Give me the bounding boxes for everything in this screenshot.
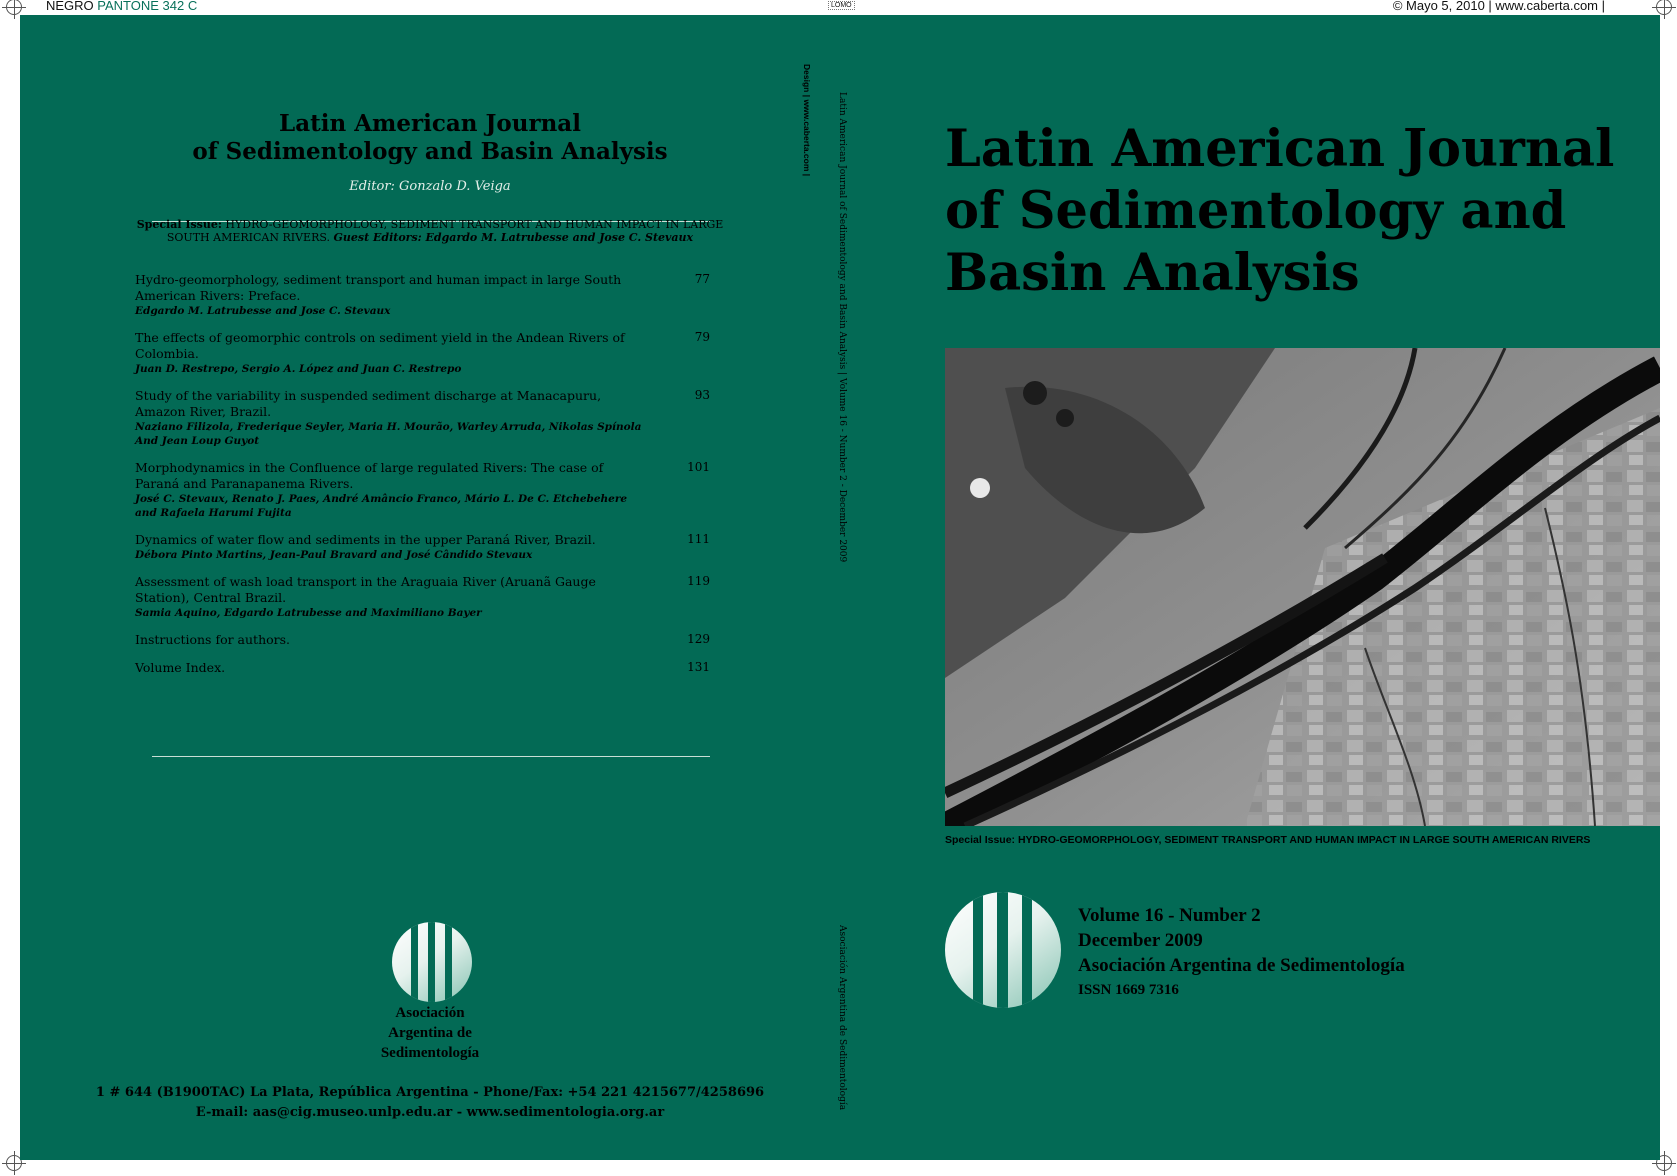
special-issue-label: Special Issue: — [945, 834, 1016, 846]
toc-entry — [135, 272, 710, 318]
logo-stripe — [445, 922, 452, 1002]
pantone-plate-label: PANTONE 342 C — [97, 0, 198, 13]
logo-stripe — [411, 922, 418, 1002]
article-authors: Naziano Filizola, Frederique Seyler, Maria H. Mourão, Warley Arruda, Nikolas Spínola And Jean Loup Guyot — [135, 421, 642, 447]
spine-design-credit: Design | www.caberta.com | — [802, 64, 812, 177]
toc-entry — [135, 574, 710, 620]
page-number: 111 — [687, 532, 710, 546]
page-number: 119 — [687, 574, 710, 588]
back-association-name — [320, 1003, 540, 1063]
toc-entry — [135, 330, 710, 376]
satellite-river-image — [945, 348, 1660, 826]
page-number: 129 — [687, 632, 710, 646]
special-issue-text: HYDRO-GEOMORPHOLOGY, SEDIMENT TRANSPORT AND HUMAN IMPACT IN LARGE SOUTH AMERICAN RIVERS — [1017, 834, 1591, 846]
article-authors: Samia Aquino, Edgardo Latrubesse and Maximiliano Bayer — [135, 607, 482, 619]
back-special-issue — [130, 218, 730, 244]
back-cover-title — [125, 110, 735, 166]
article-title: The effects of geomorphic controls on sediment yield in the Andean Rivers of Colombia. — [135, 330, 625, 361]
article-title: Assessment of wash load transport in the Araguaia River (Aruanã Gauge Station), Central Brazil. — [135, 574, 596, 605]
article-title: Instructions for authors. — [135, 632, 291, 647]
color-separation-label — [46, 0, 197, 13]
article-authors: Edgardo M. Latrubesse and Jose C. Stevaux — [135, 305, 391, 317]
association-logo-icon — [945, 892, 1061, 1008]
publisher-name: Asociación Argentina de Sedimentología — [1078, 955, 1405, 976]
front-title-line: of Sedimentology and — [945, 181, 1567, 241]
divider — [152, 756, 710, 757]
special-issue-text: HYDRO-GEOMORPHOLOGY, SEDIMENT TRANSPORT AND HUMAN IMPACT IN LARGE SOUTH AMERICAN RIVERS. — [166, 218, 724, 244]
logo-stripe — [973, 892, 983, 1008]
association-logo-icon — [392, 922, 472, 1002]
page-number: 101 — [687, 460, 710, 474]
issue-date: December 2009 — [1078, 930, 1203, 951]
toc-entry — [135, 532, 710, 562]
front-special-issue — [945, 834, 1590, 846]
page-number: 79 — [694, 330, 710, 344]
volume-number: Volume 16 - Number 2 — [1078, 905, 1261, 926]
article-title: Morphodynamics in the Confluence of large regulated Rivers: The case of Paraná and Paranapanema Rivers. — [135, 460, 604, 491]
issue-info — [1078, 903, 1405, 1003]
table-of-contents — [135, 272, 710, 688]
article-title: Hydro-geomorphology, sediment transport and human impact in large South American Rivers: Preface. — [135, 272, 622, 303]
front-title-line: Latin American Journal — [945, 119, 1615, 179]
toc-entry — [135, 660, 710, 676]
assoc-name-line: Asociación — [395, 1005, 465, 1021]
spine-association: Asociación Argentina de Sedimentología — [837, 925, 847, 1111]
front-cover-title — [945, 118, 1614, 304]
contact-block — [90, 1083, 770, 1123]
page-number: 131 — [687, 660, 710, 674]
logo-stripe — [1022, 892, 1032, 1008]
black-plate-label: NEGRO — [46, 0, 94, 13]
article-title: Study of the variability in suspended sediment discharge at Manacapuru, Amazon River, Brazil. — [135, 388, 602, 419]
spine-title: Latin American Journal of Sedimentology and Basin Analysis | Volume 16 - Number 2 - December 2009 — [837, 92, 847, 563]
logo-stripe — [428, 922, 435, 1002]
email-website: E-mail: aas@cig.museo.unlp.edu.ar - www.sedimentologia.org.ar — [195, 1105, 665, 1120]
page-number: 93 — [694, 388, 710, 402]
river-image-graphic — [945, 348, 1660, 826]
postal-address: 1 # 644 (B1900TAC) La Plata, República Argentina - Phone/Fax: +54 221 4215677/4258696 — [95, 1085, 765, 1100]
special-issue-label: Special Issue: — [136, 218, 222, 231]
assoc-name-line: Argentina de — [388, 1025, 472, 1041]
issn: ISSN 1669 7316 — [1078, 982, 1179, 998]
toc-entry — [135, 632, 710, 648]
article-title: Volume Index. — [135, 660, 226, 675]
editor-line: Editor: Gonzalo D. Veiga — [349, 179, 511, 194]
copyright-line: © Mayo 5, 2010 | www.caberta.com | — [1392, 0, 1605, 13]
toc-entry — [135, 388, 710, 448]
article-authors: Débora Pinto Martins, Jean-Paul Bravard and José Cândido Stevaux — [135, 549, 533, 561]
print-marks-bar — [0, 0, 1677, 15]
back-title-line: of Sedimentology and Basin Analysis — [192, 138, 668, 165]
guest-editors: Guest Editors: Edgardo M. Latrubesse and Jose C. Stevaux — [333, 231, 694, 244]
assoc-name-line: Sedimentología — [380, 1045, 480, 1061]
back-title-line: Latin American Journal — [279, 110, 581, 137]
toc-entry — [135, 460, 710, 520]
article-authors: Juan D. Restrepo, Sergio A. López and Juan C. Restrepo — [135, 363, 462, 375]
logo-stripe — [997, 892, 1007, 1008]
front-title-line: Basin Analysis — [945, 243, 1360, 303]
center-crop-mark: LOMO — [828, 1, 855, 10]
page-number: 77 — [694, 272, 710, 286]
article-title: Dynamics of water flow and sediments in the upper Paraná River, Brazil. — [135, 532, 596, 547]
article-authors: José C. Stevaux, Renato J. Paes, André Amâncio Franco, Mário L. De C. Etchebehere and Rafaela Harumi Fujita — [135, 493, 628, 519]
